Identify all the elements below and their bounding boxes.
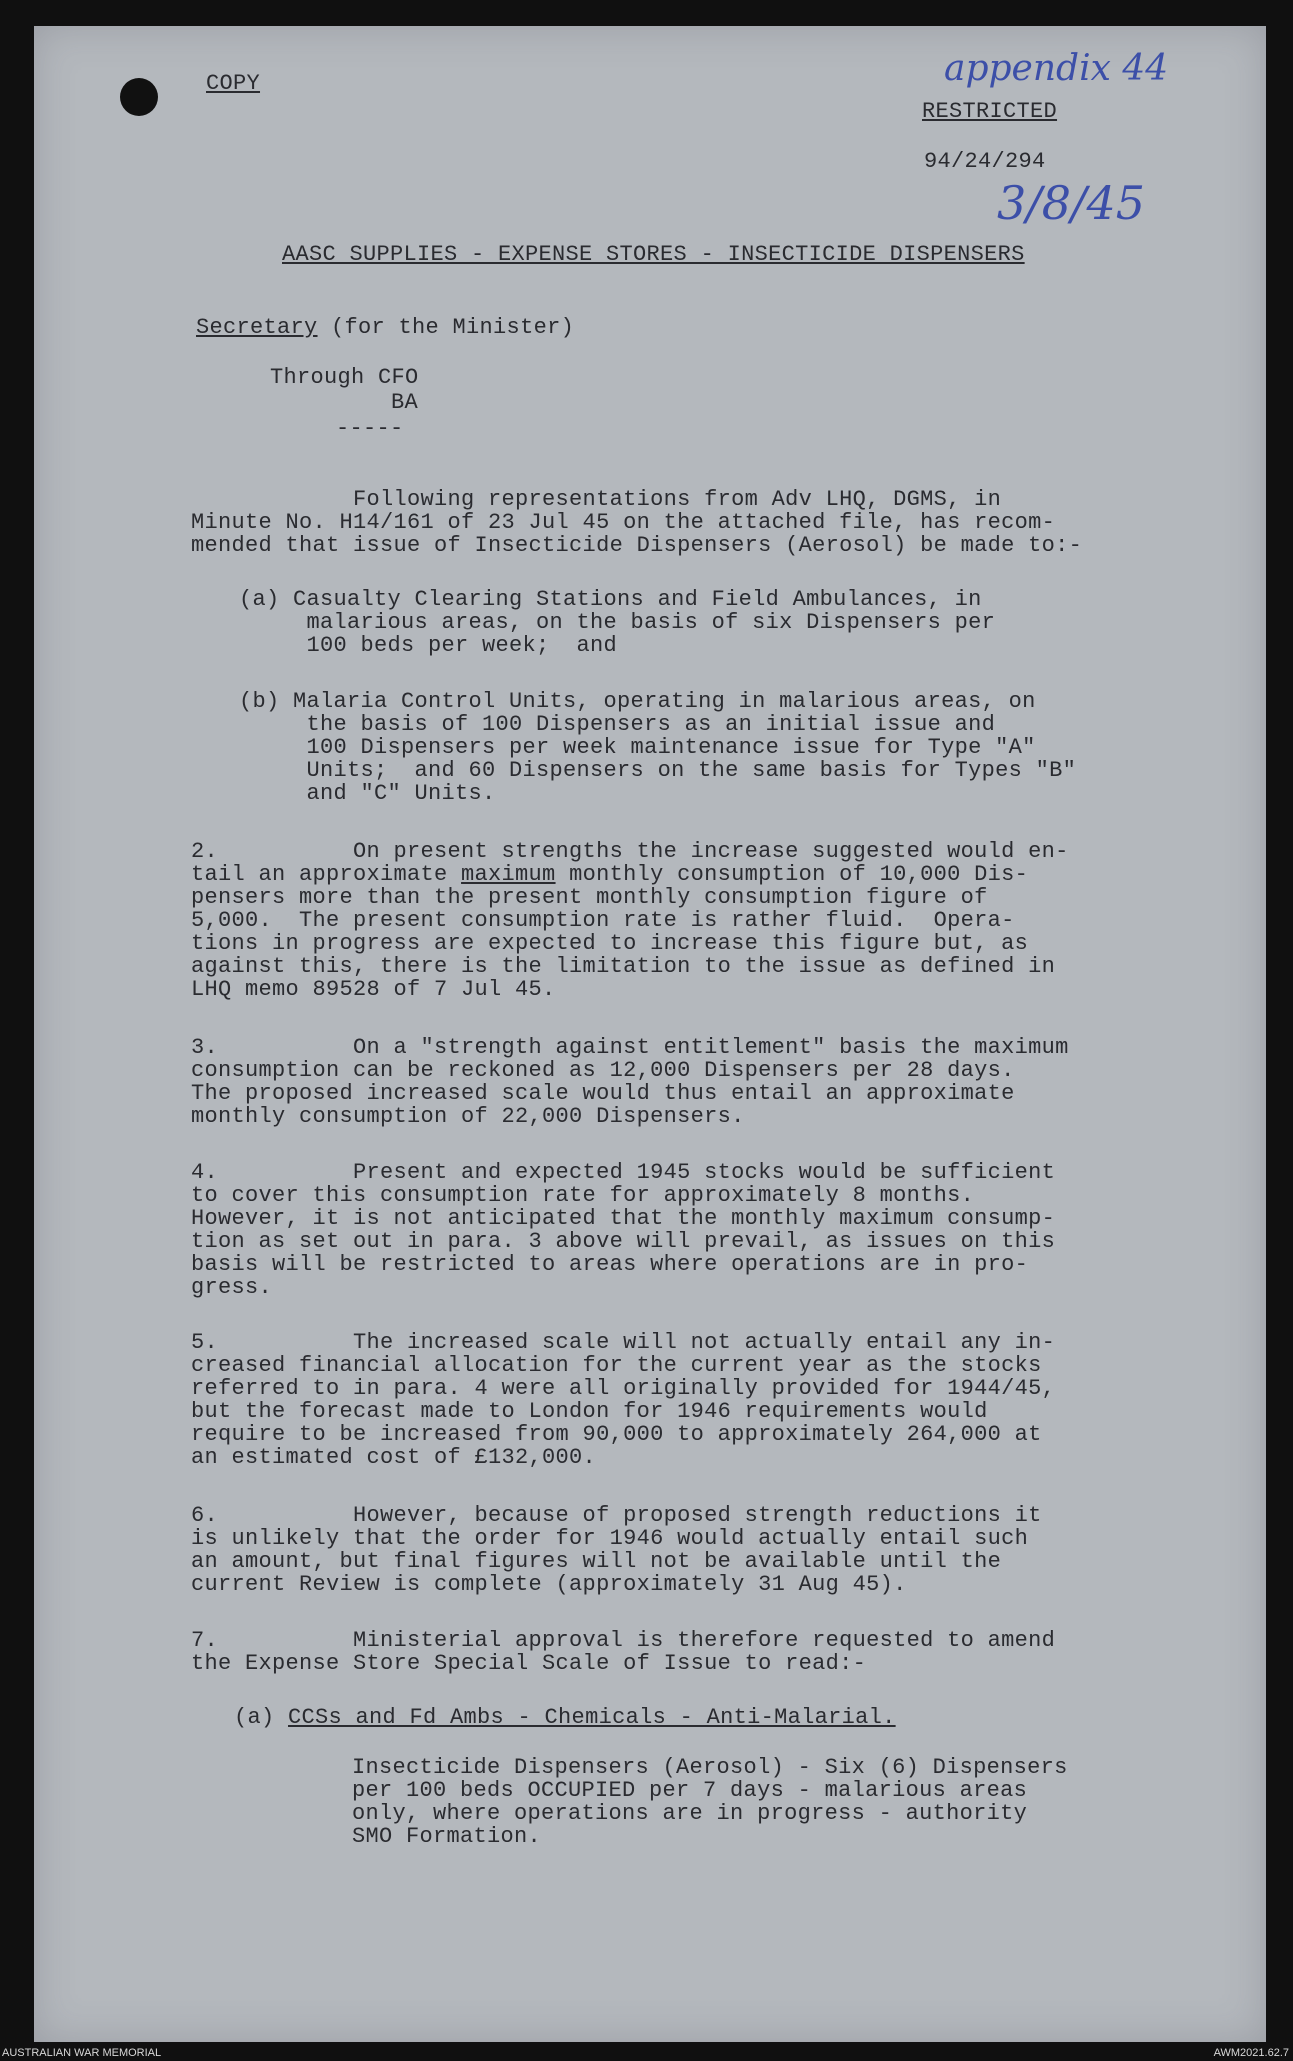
subject-heading: AASC SUPPLIES - EXPENSE STORES - INSECTICIDE DISPENSERS [282, 242, 1025, 267]
addressee-line [196, 316, 574, 339]
paragraph-line: tions in progress are expected to increase this figure but, as [191, 931, 1029, 956]
sub-item-a [239, 588, 995, 657]
paragraph-line: Units; and 60 Dispensers on the same basis for Types "B" [239, 758, 1077, 783]
paragraph-line: the basis of 100 Dispensers as an initial issue and [239, 712, 996, 737]
paragraph-line: against this, there is the limitation to the issue as defined in [191, 954, 1056, 979]
paragraph-line: Following representations from Adv LHQ, DGMS, in [191, 487, 1002, 512]
paragraph-line: 100 beds per week; and [239, 633, 618, 658]
addressee-secretary: Secretary [196, 315, 318, 340]
scale-item-a-body [352, 1756, 1068, 1848]
paragraph-line: an amount, but final figures will not be available until the [191, 1549, 1002, 1574]
addressee-for-minister: (for the Minister) [317, 315, 575, 340]
paragraph-line: (b) Malaria Control Units, operating in malarious areas, on [239, 689, 1036, 714]
paragraph-line: LHQ memo 89528 of 7 Jul 45. [191, 977, 556, 1002]
paragraph-line: 2. On present strengths the increase suggested would en- [191, 839, 1069, 864]
paragraph-line: 7. Ministerial approval is therefore requested to amend [191, 1628, 1056, 1653]
paragraph-line: consumption can be reckoned as 12,000 Dispensers per 28 days. [191, 1058, 1015, 1083]
paragraph-line: but the forecast made to London for 1946 requirements would [191, 1399, 988, 1424]
paragraph-line: However, it is not anticipated that the monthly maximum consump- [191, 1206, 1056, 1231]
paragraph-line: gress. [191, 1275, 273, 1300]
paragraph-line: monthly consumption of 22,000 Dispensers. [191, 1104, 745, 1129]
paragraph-line: 6. However, because of proposed strength reductions it [191, 1503, 1042, 1528]
scale-item-label: (a) [234, 1705, 289, 1730]
file-number: 94/24/294 [924, 149, 1046, 174]
paragraph-line: per 100 beds OCCUPIED per 7 days - malarious areas [352, 1778, 1028, 1803]
classification-label: RESTRICTED [922, 99, 1058, 124]
ba-line: BA [391, 390, 419, 415]
paragraph-line: to cover this consumption rate for approximately 8 months. [191, 1183, 975, 1208]
paragraph-line: 5,000. The present consumption rate is rather fluid. Opera- [191, 908, 1015, 933]
paragraph-line: 3. On a "strength against entitlement" basis the maximum [191, 1035, 1069, 1060]
footer-left: AUSTRALIAN WAR MEMORIAL [2, 2047, 162, 2059]
punch-hole [120, 78, 158, 116]
handwritten-appendix-note: appendix 44 [944, 48, 1169, 89]
paragraph-line: creased financial allocation for the current year as the stocks [191, 1353, 1042, 1378]
handwritten-date: 3/8/45 [997, 176, 1146, 230]
paragraph-line: tion as set out in para. 3 above will prevail, as issues on this [191, 1229, 1056, 1254]
paragraph-3 [191, 1036, 1069, 1128]
paragraph-line: pensers more than the present monthly consumption figure of [191, 885, 988, 910]
paragraph-4 [191, 1161, 1055, 1299]
sub-item-b [239, 690, 1076, 805]
footer-right: AWM2021.62.7 [1213, 2047, 1289, 2059]
paragraph-line: require to be increased from 90,000 to approximately 264,000 at [191, 1422, 1042, 1447]
paragraph-line [191, 863, 1069, 886]
paragraph-line: the Expense Store Special Scale of Issue to read:- [191, 1651, 867, 1676]
paragraph-line: 100 Dispensers per week maintenance issue for Type "A" [239, 735, 1036, 760]
paragraph-line: Insecticide Dispensers (Aerosol) - Six (6) Dispensers [352, 1755, 1068, 1780]
text-span: monthly consumption of 10,000 Dis- [555, 862, 1029, 887]
paragraph-line: 5. The increased scale will not actually entail any in- [191, 1330, 1056, 1355]
paragraph-6 [191, 1504, 1042, 1596]
text-span: tail an approximate [191, 862, 462, 887]
addressee-dashes: ----- [336, 416, 404, 441]
paragraph-line: basis will be restricted to areas where operations are in pro- [191, 1252, 1029, 1277]
paragraph-5 [191, 1331, 1055, 1469]
paragraph-7 [191, 1629, 1055, 1675]
copy-label: COPY [206, 71, 261, 96]
paragraph-line: (a) Casualty Clearing Stations and Field Ambulances, in [239, 587, 982, 612]
paragraph-line: malarious areas, on the basis of six Dispensers per [239, 610, 996, 635]
paragraph-line: only, where operations are in progress - authority [352, 1801, 1028, 1826]
intro-paragraph [191, 488, 1082, 557]
paragraph-2 [191, 840, 1069, 1001]
scale-item-a-heading [234, 1706, 896, 1729]
paragraph-line: The proposed increased scale would thus entail an approximate [191, 1081, 1015, 1106]
paragraph-line: SMO Formation. [352, 1824, 542, 1849]
paragraph-line: 4. Present and expected 1945 stocks would be sufficient [191, 1160, 1056, 1185]
through-line: Through CFO [270, 365, 419, 390]
paragraph-line: Minute No. H14/161 of 23 Jul 45 on the attached file, has recom- [191, 510, 1056, 535]
emphasis-maximum: maximum [461, 862, 556, 887]
scale-item-title: CCSs and Fd Ambs - Chemicals - Anti-Malarial. [288, 1705, 896, 1730]
paragraph-line: referred to in para. 4 were all originally provided for 1944/45, [191, 1376, 1056, 1401]
document-page [34, 26, 1266, 2042]
paragraph-line: current Review is complete (approximately 31 Aug 45). [191, 1572, 907, 1597]
paragraph-line: is unlikely that the order for 1946 would actually entail such [191, 1526, 1029, 1551]
paragraph-line: mended that issue of Insecticide Dispensers (Aerosol) be made to:- [191, 533, 1083, 558]
paragraph-line: an estimated cost of £132,000. [191, 1445, 597, 1470]
paragraph-line: and "C" Units. [239, 781, 496, 806]
